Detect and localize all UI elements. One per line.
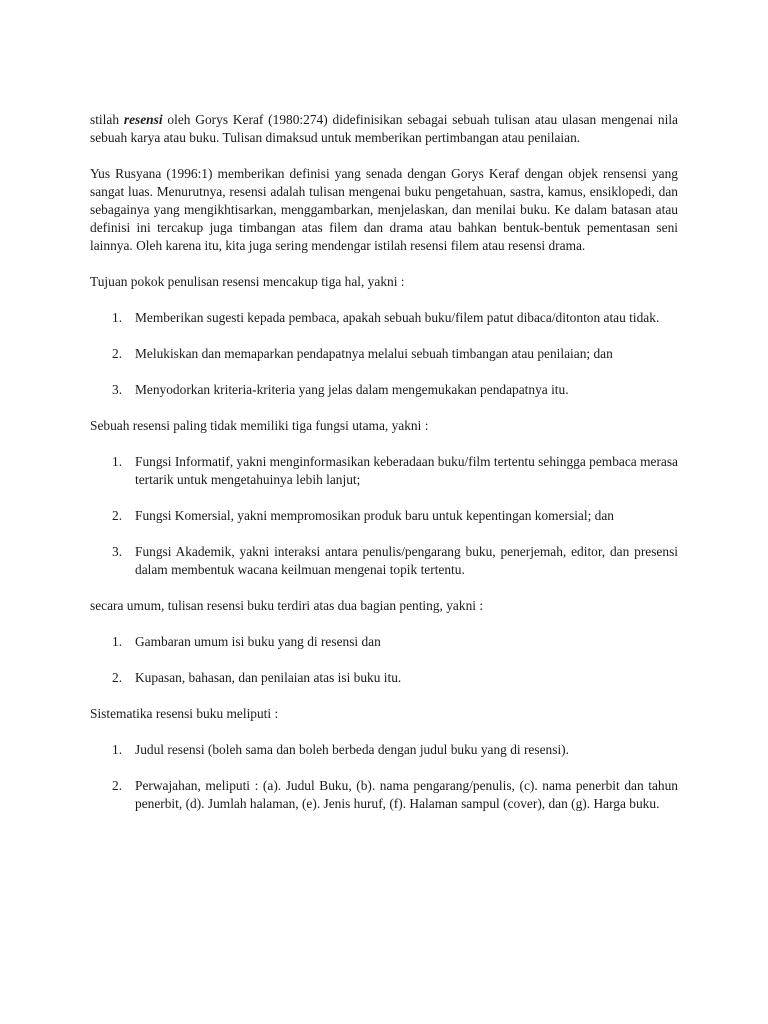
list-number: 1. bbox=[112, 634, 123, 649]
list-text: Fungsi Akademik, yakni interaksi antara penulis/pengarang buku, penerjemah, editor, dan presensi dalam membentuk wacana keilmuan mengenai topik tertentu. bbox=[135, 544, 678, 577]
list-item bbox=[90, 507, 678, 525]
list-text: Melukiskan dan memaparkan pendapatnya melalui sebuah timbangan atau penilaian; dan bbox=[135, 346, 613, 361]
list-item bbox=[90, 309, 678, 327]
fungsi-list bbox=[90, 453, 678, 579]
list-number: 3. bbox=[112, 382, 123, 397]
list-item bbox=[90, 381, 678, 399]
intro-prefix: stilah bbox=[90, 112, 124, 127]
bagian-heading: secara umum, tulisan resensi buku terdiri atas dua bagian penting, yakni : bbox=[90, 598, 484, 613]
list-text: Fungsi Komersial, yakni mempromosikan produk baru untuk kepentingan komersial; dan bbox=[135, 508, 615, 523]
tujuan-heading: Tujuan pokok penulisan resensi mencakup tiga hal, yakni : bbox=[90, 274, 405, 289]
list-text: Menyodorkan kriteria-kriteria yang jelas dalam mengemukakan pendapatnya itu. bbox=[135, 382, 569, 397]
list-text: Gambaran umum isi buku yang di resensi dan bbox=[135, 634, 381, 649]
yus-rusyana-paragraph: Yus Rusyana (1996:1) memberikan definisi yang senada dengan Gorys Keraf dengan objek rensensi yang sangat luas. Menurutnya, resensi adalah tulisan mengenai buku pengetahuan, sastra, kamus, ensiklopedi, dan sebagainya yang mengikhtisarkan, menggambarkan, menjelaskan, dan menilai buku. Ke dalam batasan atau definisi ini tercakup juga timbangan atas filem dan drama atau bahkan bentuk-bentuk pementasan seni lainnya. Oleh karena itu, kita juga sering mendengar istilah resensi filem atau resensi drama. bbox=[90, 166, 678, 253]
list-number: 3. bbox=[112, 544, 123, 559]
sistematika-heading: Sistematika resensi buku meliputi : bbox=[90, 706, 279, 721]
fungsi-heading: Sebuah resensi paling tidak memiliki tiga fungsi utama, yakni : bbox=[90, 418, 429, 433]
list-item bbox=[90, 777, 678, 813]
intro-rest: oleh Gorys Keraf (1980:274) didefinisikan sebagai sebuah tulisan atau ulasan mengenai nila sebuah karya atau buku. Tulisan dimaksud untuk memberikan pertimbangan atau penilaian. bbox=[90, 112, 679, 145]
list-item bbox=[90, 669, 678, 687]
list-item bbox=[90, 345, 678, 363]
list-text: Fungsi Informatif, yakni menginformasikan keberadaan buku/film tertentu sehingga pembaca merasa tertarik untuk mengetahuinya lebih lanjut; bbox=[135, 454, 678, 487]
tujuan-list bbox=[90, 309, 678, 399]
list-text: Perwajahan, meliputi : (a). Judul Buku, (b). nama pengarang/penulis, (c). nama penerbit dan tahun penerbit, (d). Jumlah halaman, (e). Jenis huruf, (f). Halaman sampul (cover), dan (g). Harga buku. bbox=[135, 778, 678, 811]
list-number: 2. bbox=[112, 778, 123, 793]
bagian-list bbox=[90, 633, 678, 687]
list-item bbox=[90, 741, 678, 759]
intro-term: resensi bbox=[123, 112, 163, 127]
intro-paragraph bbox=[90, 111, 678, 147]
sistematika-list bbox=[90, 741, 678, 813]
list-text: Kupasan, bahasan, dan penilaian atas isi buku itu. bbox=[135, 670, 402, 685]
list-item bbox=[90, 543, 678, 579]
list-item bbox=[90, 453, 678, 489]
list-number: 1. bbox=[112, 310, 123, 325]
list-text: Memberikan sugesti kepada pembaca, apakah sebuah buku/filem patut dibaca/ditonton atau tidak. bbox=[135, 310, 660, 325]
document-page bbox=[90, 111, 678, 831]
list-number: 2. bbox=[112, 346, 123, 361]
list-number: 1. bbox=[112, 454, 123, 469]
list-number: 1. bbox=[112, 742, 123, 757]
list-item bbox=[90, 633, 678, 651]
list-number: 2. bbox=[112, 670, 123, 685]
list-text: Judul resensi (boleh sama dan boleh berbeda dengan judul buku yang di resensi). bbox=[135, 742, 569, 757]
list-number: 2. bbox=[112, 508, 123, 523]
